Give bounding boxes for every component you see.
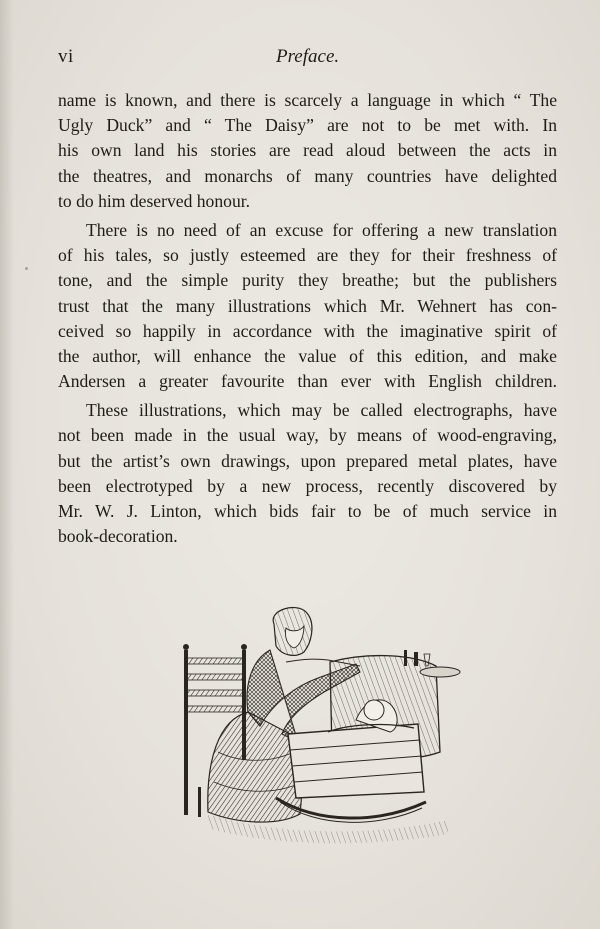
text-line: tone, and the simple purity they breathe; but the publishers — [58, 270, 557, 291]
preface-text — [58, 88, 557, 553]
page-header — [58, 46, 558, 72]
text-line: not been made in the usual way, by means of wood-engraving, — [58, 425, 557, 446]
text-line: ceived so happily in accordance with the imaginative spirit of — [58, 320, 557, 341]
text-line: been electrotyped by a new process, recently discovered by — [58, 475, 557, 496]
text-line: book-decoration. — [58, 526, 178, 547]
paragraph-3 — [58, 398, 557, 549]
text-line: to do him deserved honour. — [58, 190, 251, 211]
text-line: name is known, and there is scarcely a language in which “ The — [58, 90, 557, 110]
cradle-illustration — [178, 602, 463, 852]
text-line: of his tales, so justly esteemed are they for their freshness of — [58, 245, 557, 266]
paper-speck — [25, 267, 28, 270]
text-line: There is no need of an excuse for offering a new translation — [86, 219, 557, 240]
running-title: Preface. — [276, 46, 340, 67]
text-line: the author, will enhance the value of this edition, and make — [58, 345, 557, 366]
text-line: These illustrations, which may be called electrographs, have — [86, 400, 557, 421]
text-line: his own land his stories are read aloud between the acts in — [58, 140, 557, 161]
page-gutter-shadow — [0, 0, 14, 929]
text-line: but the artist’s own drawings, upon prepared metal plates, have — [58, 450, 557, 471]
text-line: Andersen a greater favourite than ever with English children. — [58, 371, 557, 392]
text-line: the theatres, and monarchs of many countries have delighted — [58, 165, 557, 186]
cradle — [276, 656, 440, 823]
text-line: Mr. W. J. Linton, which bids fair to be of much service in — [58, 501, 557, 521]
page-number: vi — [58, 46, 74, 67]
paragraph-2 — [58, 218, 557, 394]
paragraph-1 — [58, 88, 557, 214]
text-line: Ugly Duck” and “ The Daisy” are not to be met with. In — [58, 115, 557, 136]
text-line: trust that the many illustrations which Mr. Wehnert has con- — [58, 295, 557, 316]
